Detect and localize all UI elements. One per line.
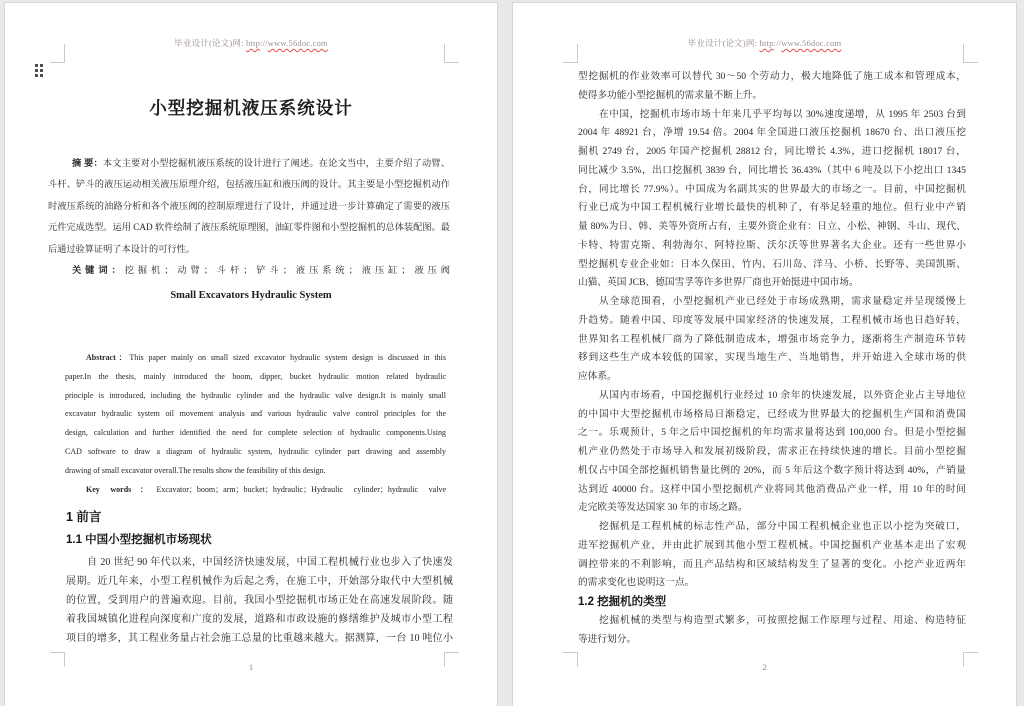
text-line: 量 80%为日、韩、美等外资所占有，主要外资企业有：日立、小松、神钢、斗山、现代、 <box>578 221 966 232</box>
header-watermark <box>513 38 1016 49</box>
document-page-1 <box>4 2 498 706</box>
watermark-url-separator: :// <box>260 38 268 48</box>
crop-mark-top-right <box>963 44 978 63</box>
crop-mark-top-right <box>444 44 459 63</box>
text-line: 机仅占中国全部挖掘机销售量比例的 20%，而 5 年后这个数字预计将达到 40%，产销量 <box>578 464 966 476</box>
text-line: 从国内市场看，中国挖掘机行业经过 10 余年的快速发展，以外资企业占主导地位 <box>599 389 966 401</box>
text-line: 挖掘机械的类型与构造型式繁多，可按照挖掘工作原理与过程、用途、构造特征 <box>599 614 966 626</box>
text-line: 移到这些生产成本较低的国家，实现当地生产、当地销售，并开始进入全球市场的供 <box>578 352 966 364</box>
text-line: 进军挖掘机产业，并由此扩展到其他小型工程机械。中国挖掘机产业基本走出了宏观 <box>578 539 966 551</box>
en-abstract-label: Abstract： <box>86 353 130 362</box>
header-watermark <box>5 38 497 49</box>
text-line: 世界知名工程机械厂商为了降低制造成本，增强市场竞争力，逐渐将生产制造环节转 <box>578 333 966 345</box>
document-title: 小型挖掘机液压系统设计 <box>149 98 353 118</box>
text-line: 的中国中大型挖掘机市场格局日渐稳定，已经成为世界最大的挖掘机生产国和消费国 <box>578 408 966 420</box>
text-line: 2004 年 48921 台，净增 19.54 倍。2004 年全国进口液压挖掘机 18670 台、出口液压挖 <box>578 127 966 139</box>
english-title: Small Excavators Hydraulic System <box>170 290 332 301</box>
chinese-abstract <box>48 153 450 281</box>
text-line: 型挖掘机专业企业如：日本久保田、竹内、石川岛、洋马、小桥、长野等、美国凯斯、 <box>578 258 966 270</box>
keywords-label: 关键词： <box>72 265 125 276</box>
text-line <box>65 349 446 368</box>
text-line: 调控带来的不利影响，而且产品结构和区域结构发生了显著的变化。小挖产业近两年 <box>578 558 966 570</box>
heading-1-preface: 1 前言 <box>66 510 102 524</box>
text-line: 着我国城镇化进程向深度和广度的发展，道路和市政设施的修缮维护及城市小型工程 <box>66 614 453 626</box>
text-line: 型挖掘机的作业效率可以替代 30～50 个劳动力，极大地降低了施工成本和管理成本， <box>578 71 966 82</box>
text-line: 行业已成为中国工程机械行业增长最快的机种了，有举足轻重的地位。但行业中产销 <box>578 202 966 214</box>
text-line: 卡特、特雷克斯、利勃海尔、阿特拉斯、沃尔沃等世界著名大企业。还有一些世界小 <box>578 239 966 251</box>
document-page-2 <box>512 2 1017 706</box>
text-line: 之一。乐观预计，5 年之后中国挖掘机的年均需求量将达到 100,000 台。但是小型挖掘 <box>578 427 966 439</box>
text-line: drawing of small excavator overall.The results show the feasibility of this design. <box>65 465 326 475</box>
page-number: 1 <box>248 662 254 672</box>
keywords-line <box>48 260 450 281</box>
crop-mark-top-left <box>563 44 578 63</box>
text-line: 挖掘机是工程机械的标志性产品，部分中国工程机械企业也正以小挖为突破口， <box>599 521 966 532</box>
abstract-label: 摘 要： <box>72 158 103 168</box>
en-abstract-text: This paper mainly on small sized excavator hydraulic system design is discussed in this <box>129 353 446 362</box>
watermark-site-label: 毕业设计(论文)网: <box>174 38 246 48</box>
page-number: 2 <box>762 662 767 672</box>
text-line: 同比减少 3.5%，出口挖掘机 3839 台，同比增长 36.43%（其中 6 吨及以下小挖出口 1345 <box>578 164 966 176</box>
text-line: 从全球范围看，小型挖掘机产业已经处于市场成熟期，需求量稳定并呈现缓慢上 <box>599 296 966 307</box>
english-abstract <box>65 349 446 499</box>
text-line: design, calculation and further identified the need for complete selection of hydraulic components.Using <box>65 428 446 438</box>
text-line: 使得多功能小型挖掘机的需求量不断上升。 <box>578 89 763 101</box>
text-line: 等进行划分。 <box>578 633 637 645</box>
text-line: 机产业仍然处于市场导入和发展初级阶段，需求正在持续快速的增长。目前小型挖掘 <box>578 446 966 457</box>
en-keywords-label: Key words： <box>86 484 157 494</box>
crop-mark-top-left <box>50 44 65 63</box>
body-text-block <box>578 68 966 649</box>
text-line: paper.In the thesis, mainly introduced the boom, dipper, bucket hydraulic motion related hydraulic <box>65 371 446 381</box>
text-line: CAD software to draw a diagram of hydraulic system, hydraulic cylinder part drawing and assembly <box>65 446 446 456</box>
en-keywords-line <box>65 481 446 500</box>
abstract-text: 本文主要对小型挖掘机液压系统的设计进行了阐述。在论文当中，主要介绍了动臂、 <box>102 158 451 168</box>
watermark-url-scheme: http <box>759 38 774 48</box>
text-line: 展期。近几年来，小型工程机械作为后起之秀，在施工中，开始部分取代中大型机械 <box>66 576 453 588</box>
text-line: 时液压系统的油路分析和各个液压阀的控制原理进行了设计，并通过进一步计算确定了需要的液压 <box>48 200 450 211</box>
text-line: 元件完成选型。运用 CAD 软件绘制了液压系统原理图，油缸零件图和小型挖掘机的总体装配图。最 <box>48 222 450 233</box>
watermark-url-separator: :// <box>773 38 782 48</box>
watermark-url-domain: www.56doc.com <box>781 38 842 48</box>
text-line: excavator hydraulic system oil movement analysis and various hydraulic valve control principles for the <box>65 409 446 419</box>
drag-handle-icon[interactable] <box>35 64 43 77</box>
watermark-site-label: 毕业设计(论文)网: <box>687 38 760 48</box>
en-keywords-text: Excavator；boom；arm；bucket；hydraulic；Hydraulic cylinder；hydraulic valve <box>156 484 446 494</box>
text-line: 走完欧美等发达国家 30 年的市场之路。 <box>578 502 748 514</box>
text-line: 项目的增多，其工程业务量占社会施工总量的比重越来越大。据测算，一台 10 吨位小 <box>66 633 453 645</box>
text-line: 台，同比增长 77.9%）。中国成为名副其实的世界最大的市场之一。目前，中国挖掘机 <box>578 183 966 195</box>
text-line: 斗杆、铲斗的液压运动相关液压原理介绍，包括液压缸和液压阀的设计。其主要是小型挖掘机动作 <box>48 179 450 190</box>
text-line: 的需求变化也说明这一点。 <box>578 577 695 589</box>
text-line: 后通过验算证明了本设计的可行性。 <box>48 243 195 254</box>
keywords-text: 挖掘机；动臂；斗杆；铲斗；液压系统；液压缸；液压阀 <box>124 265 450 276</box>
text-line: 的位置，受到用户的普遍欢迎。目前，我国小型挖掘机市场正处在高速发展阶段。随 <box>66 595 453 607</box>
heading-1-2-excavator-types: 1.2 挖掘机的类型 <box>578 596 667 608</box>
text-line: 自 20 世纪 90 年代以来，中国经济快速发展，中国工程机械行业也步入了快速发 <box>87 557 453 568</box>
text-line <box>48 153 450 174</box>
watermark-url-domain: www.56doc.com <box>267 38 328 48</box>
watermark-url-scheme: http <box>246 38 261 48</box>
text-line: principle is introduced, including the hydraulic cylinder and the hydraulic valve design.It is mainly small <box>65 390 446 400</box>
text-line: 山猫、英国 JCB、德国雪孚等许多世界厂商也开始挺进中国市场。 <box>578 277 859 289</box>
text-line: 达到近 40000 台。这样中国小型挖掘机产业将同其他消费品产业一样，用 10 年的时间 <box>578 483 966 495</box>
text-line: 应体系。 <box>578 371 617 382</box>
body-text-block <box>66 553 453 648</box>
text-line: 升趋势。随着中国、印度等发展中国家经济的快速发展，工程机械市场也日趋好转， <box>578 314 966 326</box>
heading-1-1-market-status: 1.1 中国小型挖掘机市场现状 <box>66 534 212 546</box>
text-line: 掘机 2749 台，2005 年国产挖掘机 28812 台，同比增长 4.3%，进口挖掘机 18017 台， <box>578 146 966 157</box>
text-line: 在中国，挖掘机市场市场十年来几乎平均每以 30%速度递增，从 1995 年 2503 台到 <box>599 108 966 120</box>
